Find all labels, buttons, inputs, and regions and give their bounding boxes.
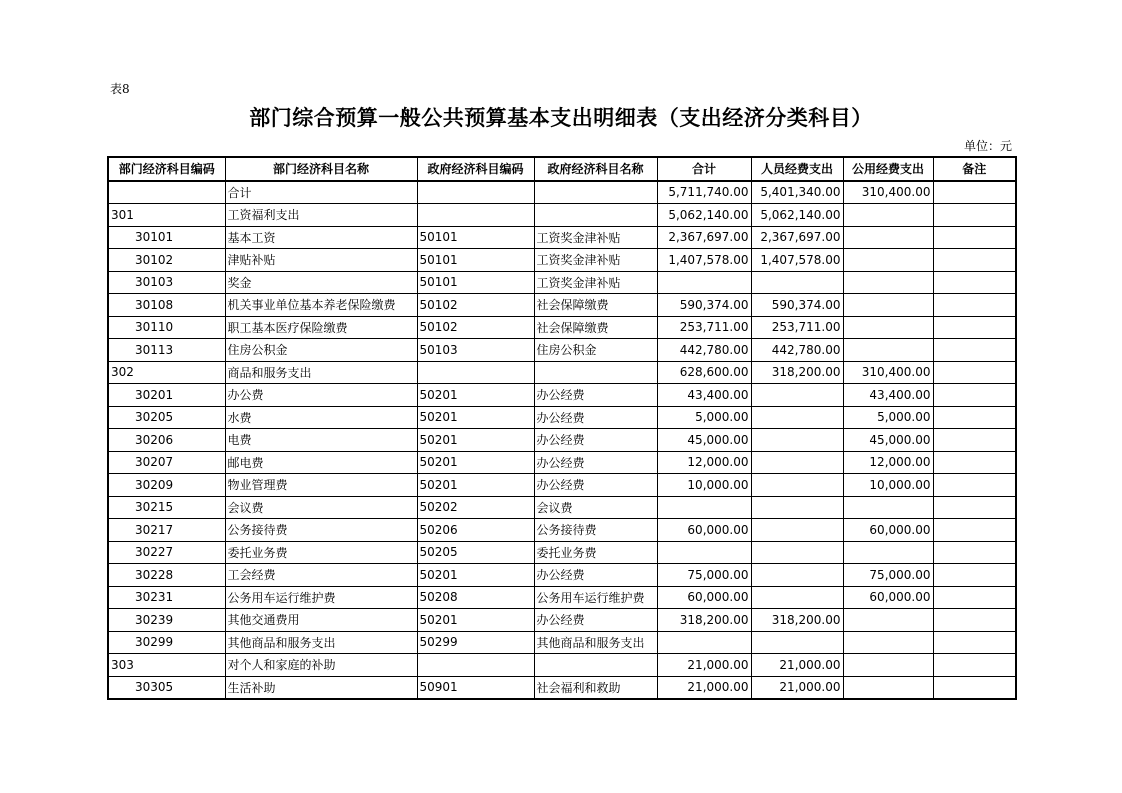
dept-code-cell: 30231 [108, 586, 225, 609]
personnel-cell: 5,401,340.00 [751, 181, 843, 204]
table-row [108, 429, 1016, 452]
note-cell [933, 519, 1016, 542]
note-cell [933, 249, 1016, 272]
total-cell: 5,062,140.00 [657, 204, 751, 227]
public-cell: 45,000.00 [843, 429, 933, 452]
dept-name-cell: 对个人和家庭的补助 [225, 654, 417, 677]
note-cell [933, 609, 1016, 632]
total-cell: 10,000.00 [657, 474, 751, 497]
personnel-cell [751, 631, 843, 654]
note-cell [933, 429, 1016, 452]
table-row [108, 676, 1016, 699]
public-cell: 12,000.00 [843, 451, 933, 474]
total-cell [657, 496, 751, 519]
public-cell [843, 271, 933, 294]
gov-code-cell: 50103 [417, 339, 534, 362]
table-row [108, 339, 1016, 362]
table-row [108, 249, 1016, 272]
note-cell [933, 294, 1016, 317]
total-cell: 590,374.00 [657, 294, 751, 317]
total-cell [657, 541, 751, 564]
public-cell [843, 676, 933, 699]
note-cell [933, 451, 1016, 474]
gov-name-cell: 工资奖金津补贴 [534, 271, 657, 294]
public-cell: 60,000.00 [843, 586, 933, 609]
total-cell: 12,000.00 [657, 451, 751, 474]
dept-code-cell: 30217 [108, 519, 225, 542]
public-cell [843, 294, 933, 317]
dept-code-cell: 30102 [108, 249, 225, 272]
dept-name-cell: 工会经费 [225, 564, 417, 587]
dept-code-cell: 30101 [108, 226, 225, 249]
total-cell: 60,000.00 [657, 519, 751, 542]
public-cell: 10,000.00 [843, 474, 933, 497]
total-cell: 43,400.00 [657, 384, 751, 407]
dept-code-cell: 30110 [108, 316, 225, 339]
gov-code-cell [417, 654, 534, 677]
table-row [108, 384, 1016, 407]
total-cell: 5,711,740.00 [657, 181, 751, 204]
personnel-cell [751, 541, 843, 564]
note-cell [933, 676, 1016, 699]
total-cell: 21,000.00 [657, 654, 751, 677]
personnel-cell [751, 451, 843, 474]
table-row [108, 451, 1016, 474]
gov-name-cell: 社会保障缴费 [534, 316, 657, 339]
dept-name-cell: 合计 [225, 181, 417, 204]
personnel-cell: 318,200.00 [751, 361, 843, 384]
dept-name-cell: 生活补助 [225, 676, 417, 699]
dept-code-cell: 301 [108, 204, 225, 227]
table-body [108, 181, 1016, 700]
table-row [108, 654, 1016, 677]
public-cell: 310,400.00 [843, 181, 933, 204]
personnel-cell [751, 406, 843, 429]
personnel-cell: 2,367,697.00 [751, 226, 843, 249]
gov-name-cell: 住房公积金 [534, 339, 657, 362]
note-cell [933, 226, 1016, 249]
dept-code-cell: 30228 [108, 564, 225, 587]
public-cell [843, 609, 933, 632]
public-cell: 60,000.00 [843, 519, 933, 542]
personnel-cell [751, 271, 843, 294]
personnel-cell: 1,407,578.00 [751, 249, 843, 272]
personnel-cell [751, 429, 843, 452]
table-row [108, 541, 1016, 564]
table-row [108, 406, 1016, 429]
personnel-cell: 318,200.00 [751, 609, 843, 632]
gov-name-cell [534, 181, 657, 204]
personnel-cell [751, 496, 843, 519]
table-number-label: 表8 [110, 82, 130, 96]
total-cell: 45,000.00 [657, 429, 751, 452]
gov-code-cell [417, 361, 534, 384]
note-cell [933, 384, 1016, 407]
note-cell [933, 361, 1016, 384]
gov-code-cell: 50102 [417, 316, 534, 339]
gov-code-cell: 50201 [417, 474, 534, 497]
gov-name-cell: 会议费 [534, 496, 657, 519]
dept-name-cell: 津贴补贴 [225, 249, 417, 272]
note-cell [933, 631, 1016, 654]
gov-name-cell: 委托业务费 [534, 541, 657, 564]
table-row [108, 204, 1016, 227]
dept-name-cell: 工资福利支出 [225, 204, 417, 227]
personnel-cell: 442,780.00 [751, 339, 843, 362]
personnel-cell: 590,374.00 [751, 294, 843, 317]
personnel-cell [751, 519, 843, 542]
header-note: 备注 [933, 157, 1016, 181]
total-cell: 5,000.00 [657, 406, 751, 429]
gov-code-cell: 50201 [417, 406, 534, 429]
gov-code-cell: 50201 [417, 451, 534, 474]
total-cell: 1,407,578.00 [657, 249, 751, 272]
table-row [108, 474, 1016, 497]
dept-code-cell: 30299 [108, 631, 225, 654]
table-row [108, 631, 1016, 654]
gov-name-cell [534, 654, 657, 677]
table-row [108, 271, 1016, 294]
gov-code-cell: 50205 [417, 541, 534, 564]
total-cell: 2,367,697.00 [657, 226, 751, 249]
total-cell [657, 271, 751, 294]
personnel-cell: 21,000.00 [751, 676, 843, 699]
gov-name-cell: 公务接待费 [534, 519, 657, 542]
public-cell: 310,400.00 [843, 361, 933, 384]
gov-name-cell: 工资奖金津补贴 [534, 226, 657, 249]
gov-code-cell: 50201 [417, 429, 534, 452]
public-cell [843, 339, 933, 362]
gov-code-cell [417, 181, 534, 204]
dept-name-cell: 机关事业单位基本养老保险缴费 [225, 294, 417, 317]
public-cell: 43,400.00 [843, 384, 933, 407]
gov-name-cell: 社会保障缴费 [534, 294, 657, 317]
dept-name-cell: 基本工资 [225, 226, 417, 249]
public-cell [843, 541, 933, 564]
table-row [108, 519, 1016, 542]
public-cell [843, 316, 933, 339]
note-cell [933, 271, 1016, 294]
note-cell [933, 586, 1016, 609]
note-cell [933, 654, 1016, 677]
budget-detail-table [107, 156, 1017, 700]
gov-code-cell: 50901 [417, 676, 534, 699]
note-cell [933, 204, 1016, 227]
gov-code-cell [417, 204, 534, 227]
table-row [108, 361, 1016, 384]
dept-name-cell: 公务接待费 [225, 519, 417, 542]
note-cell [933, 406, 1016, 429]
public-cell [843, 631, 933, 654]
dept-code-cell: 303 [108, 654, 225, 677]
note-cell [933, 541, 1016, 564]
table-header-row [108, 157, 1016, 181]
dept-name-cell: 水费 [225, 406, 417, 429]
public-cell [843, 654, 933, 677]
personnel-cell: 21,000.00 [751, 654, 843, 677]
dept-code-cell: 30206 [108, 429, 225, 452]
dept-name-cell: 办公费 [225, 384, 417, 407]
total-cell: 21,000.00 [657, 676, 751, 699]
header-public: 公用经费支出 [843, 157, 933, 181]
dept-code-cell: 30227 [108, 541, 225, 564]
personnel-cell [751, 474, 843, 497]
note-cell [933, 339, 1016, 362]
personnel-cell [751, 384, 843, 407]
gov-code-cell: 50101 [417, 249, 534, 272]
dept-name-cell: 委托业务费 [225, 541, 417, 564]
dept-code-cell [108, 181, 225, 204]
public-cell [843, 249, 933, 272]
public-cell [843, 204, 933, 227]
personnel-cell [751, 586, 843, 609]
table-row [108, 496, 1016, 519]
gov-name-cell: 公务用车运行维护费 [534, 586, 657, 609]
dept-name-cell: 其他商品和服务支出 [225, 631, 417, 654]
dept-code-cell: 30201 [108, 384, 225, 407]
dept-code-cell: 30113 [108, 339, 225, 362]
unit-label: 单位：元 [963, 139, 1012, 153]
total-cell: 442,780.00 [657, 339, 751, 362]
table-row [108, 181, 1016, 204]
gov-name-cell: 办公经费 [534, 429, 657, 452]
gov-name-cell [534, 361, 657, 384]
gov-code-cell: 50202 [417, 496, 534, 519]
header-gov-code: 政府经济科目编码 [417, 157, 534, 181]
table-row [108, 586, 1016, 609]
dept-code-cell: 30215 [108, 496, 225, 519]
gov-name-cell: 办公经费 [534, 406, 657, 429]
gov-name-cell: 办公经费 [534, 564, 657, 587]
note-cell [933, 316, 1016, 339]
dept-code-cell: 30205 [108, 406, 225, 429]
note-cell [933, 564, 1016, 587]
public-cell [843, 496, 933, 519]
gov-code-cell: 50101 [417, 226, 534, 249]
header-gov-name: 政府经济科目名称 [534, 157, 657, 181]
gov-name-cell: 办公经费 [534, 474, 657, 497]
gov-name-cell: 办公经费 [534, 384, 657, 407]
dept-name-cell: 住房公积金 [225, 339, 417, 362]
dept-code-cell: 30108 [108, 294, 225, 317]
dept-code-cell: 30239 [108, 609, 225, 632]
total-cell: 60,000.00 [657, 586, 751, 609]
public-cell: 5,000.00 [843, 406, 933, 429]
header-dept-code: 部门经济科目编码 [108, 157, 225, 181]
personnel-cell [751, 564, 843, 587]
public-cell [843, 226, 933, 249]
gov-name-cell: 工资奖金津补贴 [534, 249, 657, 272]
dept-name-cell: 邮电费 [225, 451, 417, 474]
gov-code-cell: 50201 [417, 609, 534, 632]
table-row [108, 316, 1016, 339]
gov-name-cell: 其他商品和服务支出 [534, 631, 657, 654]
dept-name-cell: 电费 [225, 429, 417, 452]
gov-code-cell: 50206 [417, 519, 534, 542]
note-cell [933, 496, 1016, 519]
dept-name-cell: 其他交通费用 [225, 609, 417, 632]
total-cell: 318,200.00 [657, 609, 751, 632]
dept-name-cell: 奖金 [225, 271, 417, 294]
note-cell [933, 474, 1016, 497]
header-total: 合计 [657, 157, 751, 181]
dept-code-cell: 30207 [108, 451, 225, 474]
gov-code-cell: 50208 [417, 586, 534, 609]
total-cell: 628,600.00 [657, 361, 751, 384]
gov-name-cell: 办公经费 [534, 451, 657, 474]
personnel-cell: 5,062,140.00 [751, 204, 843, 227]
total-cell: 253,711.00 [657, 316, 751, 339]
public-cell: 75,000.00 [843, 564, 933, 587]
total-cell [657, 631, 751, 654]
total-cell: 75,000.00 [657, 564, 751, 587]
dept-name-cell: 会议费 [225, 496, 417, 519]
dept-code-cell: 302 [108, 361, 225, 384]
gov-code-cell: 50101 [417, 271, 534, 294]
header-personnel: 人员经费支出 [751, 157, 843, 181]
note-cell [933, 181, 1016, 204]
dept-code-cell: 30103 [108, 271, 225, 294]
gov-code-cell: 50299 [417, 631, 534, 654]
gov-name-cell: 办公经费 [534, 609, 657, 632]
gov-code-cell: 50201 [417, 564, 534, 587]
dept-code-cell: 30305 [108, 676, 225, 699]
dept-name-cell: 公务用车运行维护费 [225, 586, 417, 609]
table-row [108, 226, 1016, 249]
dept-name-cell: 物业管理费 [225, 474, 417, 497]
table-row [108, 294, 1016, 317]
gov-name-cell [534, 204, 657, 227]
dept-code-cell: 30209 [108, 474, 225, 497]
dept-name-cell: 职工基本医疗保险缴费 [225, 316, 417, 339]
header-dept-name: 部门经济科目名称 [225, 157, 417, 181]
table-row [108, 564, 1016, 587]
page-title: 部门综合预算一般公共预算基本支出明细表（支出经济分类科目） [249, 106, 873, 130]
gov-name-cell: 社会福利和救助 [534, 676, 657, 699]
table-row [108, 609, 1016, 632]
gov-code-cell: 50102 [417, 294, 534, 317]
gov-code-cell: 50201 [417, 384, 534, 407]
dept-name-cell: 商品和服务支出 [225, 361, 417, 384]
personnel-cell: 253,711.00 [751, 316, 843, 339]
